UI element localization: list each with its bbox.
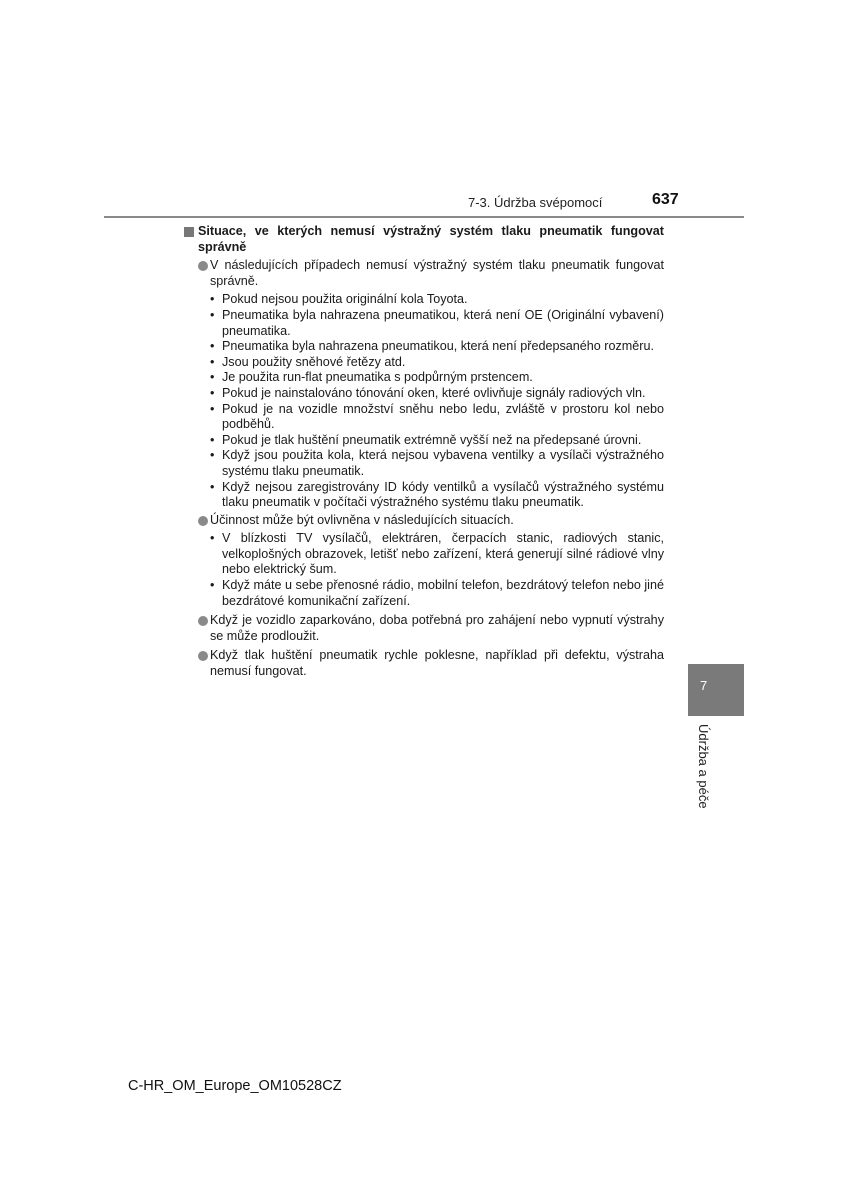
bullet-item: • Pokud je tlak huštění pneumatik extrémně vyšší než na předepsané úrovni. (210, 432, 642, 447)
bullet-list (184, 531, 664, 609)
bullet-text: Pneumatika byla nahrazena pneumatikou, která není OE (Originální vybavení) pneumatika. (222, 307, 664, 338)
bullet-item: • Pneumatika byla nahrazena pneumatikou, která není předepsaného rozměru. (210, 339, 654, 354)
header-section-title: 7-3. Údržba svépomocí (468, 195, 603, 210)
bullet-text: Pokud je nainstalováno tónování oken, které ovlivňuje signály radiových vln. (222, 385, 646, 400)
bullet-item: • Pokud nejsou použita originální kola Toyota. (210, 292, 468, 307)
circle-bullet-icon (198, 261, 208, 271)
point-item (184, 513, 664, 529)
bullet-item: • Pneumatika byla nahrazena pneumatikou, která není OE (Originální vybavení) pneumatika. (210, 307, 664, 338)
header-divider (104, 216, 744, 218)
point-item (184, 648, 664, 679)
bullet-item: • Když jsou použita kola, která nejsou vybavena ventilky a vysílači výstražného systému tlaku pneumatik. (210, 448, 664, 478)
point-item (184, 258, 664, 289)
bullet-text: V blízkosti TV vysílačů, elektráren, čerpacích stanic, radiových stanic, velkoplošných obrazovek, letišť nebo zařízení, která generují silné rádiové vlny nebo elektrický šum. (222, 531, 664, 577)
bullet-text: Pokud je na vozidle množství sněhu nebo ledu, zvláště v prostoru kol nebo podběhů. (222, 401, 664, 432)
section-heading (184, 224, 664, 255)
bullet-item: • V blízkosti TV vysílačů, elektráren, čerpacích stanic, radiových stanic, velkoplošných obrazovek, letišť nebo zařízení, která generují silné rádiové vlny nebo elektrický šum. (210, 531, 664, 577)
point-text: V následujících případech nemusí výstražný systém tlaku pneumatik fungovat správně. (210, 258, 664, 288)
bullet-text: Pokud je tlak huštění pneumatik extrémně vyšší než na předepsané úrovni. (222, 432, 642, 447)
main-content (184, 224, 664, 680)
chapter-label: Údržba a péče (696, 724, 711, 809)
point-text: Když je vozidlo zaparkováno, doba potřebná pro zahájení nebo vypnutí výstrahy se může prodloužit. (210, 613, 664, 643)
circle-bullet-icon (198, 616, 208, 626)
point-item (184, 613, 664, 644)
bullet-text: Když nejsou zaregistrovány ID kódy ventilků a vysílačů výstražného systému tlaku pneumatik v počítači výstražného systému tlaku pneumatik. (222, 479, 664, 510)
chapter-number: 7 (700, 678, 708, 693)
circle-bullet-icon (198, 516, 208, 526)
bullet-item: • Pokud je na vozidle množství sněhu nebo ledu, zvláště v prostoru kol nebo podběhů. (210, 401, 664, 432)
bullet-text: Když jsou použita kola, která nejsou vybavena ventilky a vysílači výstražného systému tlaku pneumatik. (222, 448, 664, 478)
section-heading-text: Situace, ve kterých nemusí výstražný systém tlaku pneumatik fungovat správně (198, 224, 664, 254)
bullet-list (184, 292, 664, 510)
point-text: Účinnost může být ovlivněna v následujících situacích. (210, 512, 514, 527)
bullet-item: • Pokud je nainstalováno tónování oken, které ovlivňuje signály radiových vln. (210, 385, 646, 400)
circle-bullet-icon (198, 651, 208, 661)
bullet-item: • Když máte u sebe přenosné rádio, mobilní telefon, bezdrátový telefon nebo jiné bezdrátové komunikační zařízení. (210, 578, 664, 608)
chapter-tab (688, 664, 744, 716)
bullet-text: Když máte u sebe přenosné rádio, mobilní telefon, bezdrátový telefon nebo jiné bezdrátové komunikační zařízení. (222, 578, 664, 608)
document-code: C-HR_OM_Europe_OM10528CZ (128, 1078, 342, 1094)
square-bullet-icon (184, 227, 194, 237)
page-number: 637 (652, 191, 679, 208)
bullet-item: • Jsou použity sněhové řetězy atd. (210, 354, 406, 369)
bullet-item: • Když nejsou zaregistrovány ID kódy ventilků a vysílačů výstražného systému tlaku pneumatik v počítači výstražného systému tlaku pneumatik. (210, 479, 664, 510)
bullet-text: Je použita run-flat pneumatika s podpůrným prstencem. (222, 370, 533, 385)
bullet-text: Jsou použity sněhové řetězy atd. (222, 354, 406, 369)
bullet-text: Pokud nejsou použita originální kola Toyota. (222, 292, 468, 307)
bullet-item: • Je použita run-flat pneumatika s podpůrným prstencem. (210, 370, 533, 385)
point-text: Když tlak huštění pneumatik rychle poklesne, například při defektu, výstraha nemusí fungovat. (210, 648, 664, 679)
bullet-text: Pneumatika byla nahrazena pneumatikou, která není předepsaného rozměru. (222, 339, 654, 354)
